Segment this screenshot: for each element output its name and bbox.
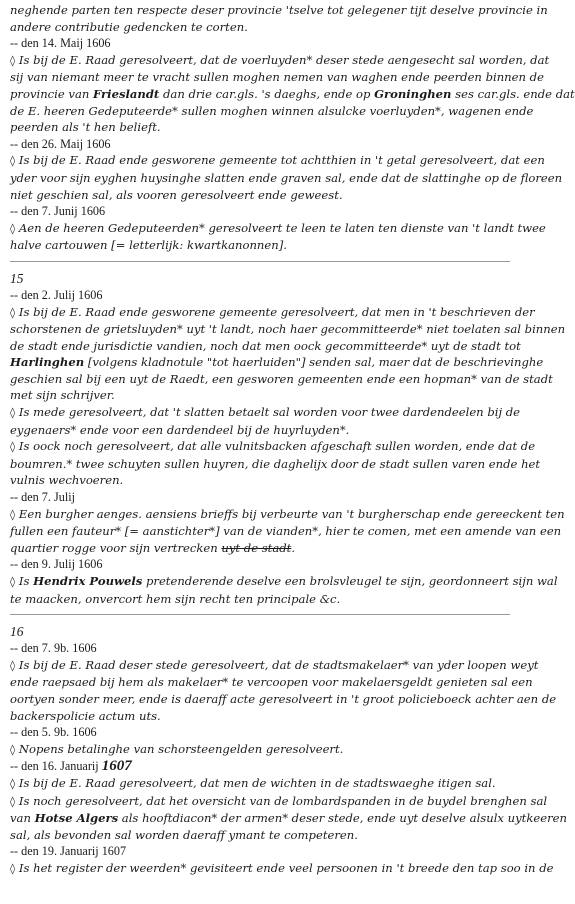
year-highlight: 1607 (101, 758, 132, 775)
white-diamond-icon: ◊ (10, 54, 16, 67)
text-line: met sijn schrijver. (10, 388, 115, 403)
white-diamond-icon: ◊ (10, 862, 16, 875)
date-heading: -- den 14. Maij 1606 (10, 36, 111, 51)
page-divider (10, 261, 510, 262)
date-heading: -- den 16. Januarij 1607 (10, 758, 132, 775)
white-diamond-icon: ◊ (10, 795, 16, 808)
page-number: 16 (10, 624, 24, 640)
white-diamond-icon: ◊ (10, 306, 16, 319)
date-heading: -- den 7. 9b. 1606 (10, 641, 97, 656)
resolution-entry: ◊ Is bij de E. Raad geresolveert, dat de voerluyden* deser stede aengesecht sal worden, dat (10, 52, 550, 67)
text-line: ende raepsaed bij hem als makelaer* te vercoopen voor makelaersgeldt genieten sal een (10, 675, 533, 690)
white-diamond-icon: ◊ (10, 659, 16, 672)
date-heading: -- den 26. Maij 1606 (10, 136, 111, 151)
text-line: andere contributie gedencken te corten. (10, 19, 248, 34)
date-heading: -- den 7. Junij 1606 (10, 204, 106, 219)
text-line: vulnis wechvoeren. (10, 473, 124, 488)
white-diamond-icon: ◊ (10, 155, 16, 168)
page-number: 15 (10, 270, 24, 286)
text-line: fullen een fauteur* [= aanstichter*] van de vianden*, hier te comen, met een amende van een (10, 524, 562, 539)
text-line: geschien sal bij een uyt de Raedt, een gesworen gemeenten ende een hopman* van de stadt (10, 371, 553, 386)
text-line: peerden als 't hen belieft. (10, 120, 161, 135)
resolution-entry: ◊ Is oock noch geresolveert, dat alle vulnitsbacken afgeschaft sullen worden, ende dat de (10, 439, 536, 454)
white-diamond-icon: ◊ (10, 743, 16, 756)
person-name: Hotse Algers (34, 811, 119, 826)
text-line: eygenaers* ende voor een dardendeel bij de huyrluyden*. (10, 422, 350, 437)
resolution-entry: ◊ Is bij de E. Raad ende gesworene gemeente tot achtthien in 't getal geresolveert, dat een (10, 153, 545, 168)
text-line: backerspolicie actum uts. (10, 708, 161, 723)
text-line: boumren.* twee schuyten sullen huyren, die daghelijx door de stadt sullen varen ende het (10, 456, 541, 471)
text-line: provincie van Frieslandt dan drie car.gls. 's daeghs, ende op Groninghen ses car.gls. ende dat (10, 86, 575, 101)
text-line: te maacken, onvercort hem sijn recht ten principale &c. (10, 591, 341, 606)
date-heading: -- den 5. 9b. 1606 (10, 725, 97, 740)
page-divider (10, 614, 510, 615)
text-line: quartier rogge voor sijn vertrecken uyt de stadt. (10, 540, 296, 555)
date-heading: -- den 9. Julij 1606 (10, 557, 103, 572)
text-line: de stadt ende jurisdictie vandien, noch dat men oock gecommitteerde* uyt de stadt tot (10, 338, 521, 353)
white-diamond-icon: ◊ (10, 576, 16, 588)
white-diamond-icon: ◊ (10, 222, 16, 235)
text-line: sij van niemant meer te vracht sullen moghen nemen van waghen ende peerden binnen de (10, 70, 544, 85)
resolution-entry: ◊ Is bij de E. Raad deser stede geresolveert, dat de stadtsmakelaer* van yder loopen weyt (10, 657, 539, 672)
place-name: Harlinghen (10, 355, 85, 370)
resolution-entry: ◊ Nopens betalinghe van schorsteengelden geresolveert. (10, 741, 344, 756)
struck-text: uyt de stadt (221, 540, 292, 555)
resolution-entry: ◊ Is bij de E. Raad geresolveert, dat men de wichten in de stadtswaeghe itigen sal. (10, 775, 496, 790)
resolution-entry: ◊ Is mede geresolveert, dat 't slatten betaelt sal worden voor twee dardendeelen bij de (10, 405, 521, 420)
white-diamond-icon: ◊ (10, 407, 16, 420)
resolution-entry: ◊ Is het register der weerden* gevisiteert ende veel persoonen in 't breede den tap soo in de (10, 860, 554, 875)
text-line: Harlinghen [volgens kladnotule "tot haerluiden"] senden sal, maer dat de beschrievinghe (10, 355, 544, 370)
white-diamond-icon: ◊ (10, 508, 16, 521)
place-name: Frieslandt (93, 86, 160, 101)
text-line: schorstenen de grietsluyden* uyt 't landt, noch haer gecommitteerde* niet toelaten sal binnen (10, 322, 566, 337)
text-line: halve cartouwen [= letterlijk: kwartkanonnen]. (10, 238, 287, 253)
resolution-entry: ◊ Een burgher aenges. aensiens brieffs bij verbeurte van 't burgherschap ende gereeckent ten (10, 506, 565, 521)
white-diamond-icon: ◊ (10, 777, 16, 790)
person-name: Hendrix Pouwels (33, 574, 143, 588)
resolution-entry: ◊ Aen de heeren Gedeputeerden* geresolveert te leen te laten ten dienste van 't landt twee (10, 220, 546, 235)
date-heading: -- den 7. Julij (10, 490, 75, 505)
white-diamond-icon: ◊ (10, 441, 16, 454)
resolution-entry: ◊ Is noch geresolveert, dat het oversicht van de lombardspanden in de buydel brenghen sal (10, 793, 548, 808)
resolution-entry: ◊ Is bij de E. Raad ende gesworene gemeente geresolveert, dat men in 't beschrieven der (10, 304, 535, 319)
date-heading: -- den 19. Januarij 1607 (10, 844, 127, 859)
text-line: niet geschien sal, als vooren geresolveert ende geweest. (10, 187, 343, 202)
text-line: neghende parten ten respecte deser provincie 'tselve tot gelegener tijt deselve provincie in (10, 3, 548, 17)
text-line: oortyen sonder meer, ende is daeraff acte geresolveert in 't groot policieboeck achter aen de (10, 691, 557, 706)
resolution-entry: ◊ Is Hendrix Pouwels pretenderende deselve een brolsvleugel te sijn, geordonneert sijn wal (10, 574, 558, 588)
date-heading: -- den 2. Julij 1606 (10, 287, 103, 302)
text-line: de E. heeren Gedeputeerde* sullen moghen winnen alsulcke voerluyden*, wagenen ende (10, 103, 534, 118)
text-line: sal, als bevonden sal worden daeraff ymant te competeren. (10, 827, 358, 842)
place-name: Groninghen (374, 86, 452, 101)
text-line: yder voor sijn eyghen huysinghe slatten ende graven sal, ende dat de slattinghe op de floreen (10, 170, 563, 185)
text-line: van Hotse Algers als hooftdiacon* der armen* deser stede, ende uyt deselve alsulx uytkeeren (10, 811, 567, 826)
